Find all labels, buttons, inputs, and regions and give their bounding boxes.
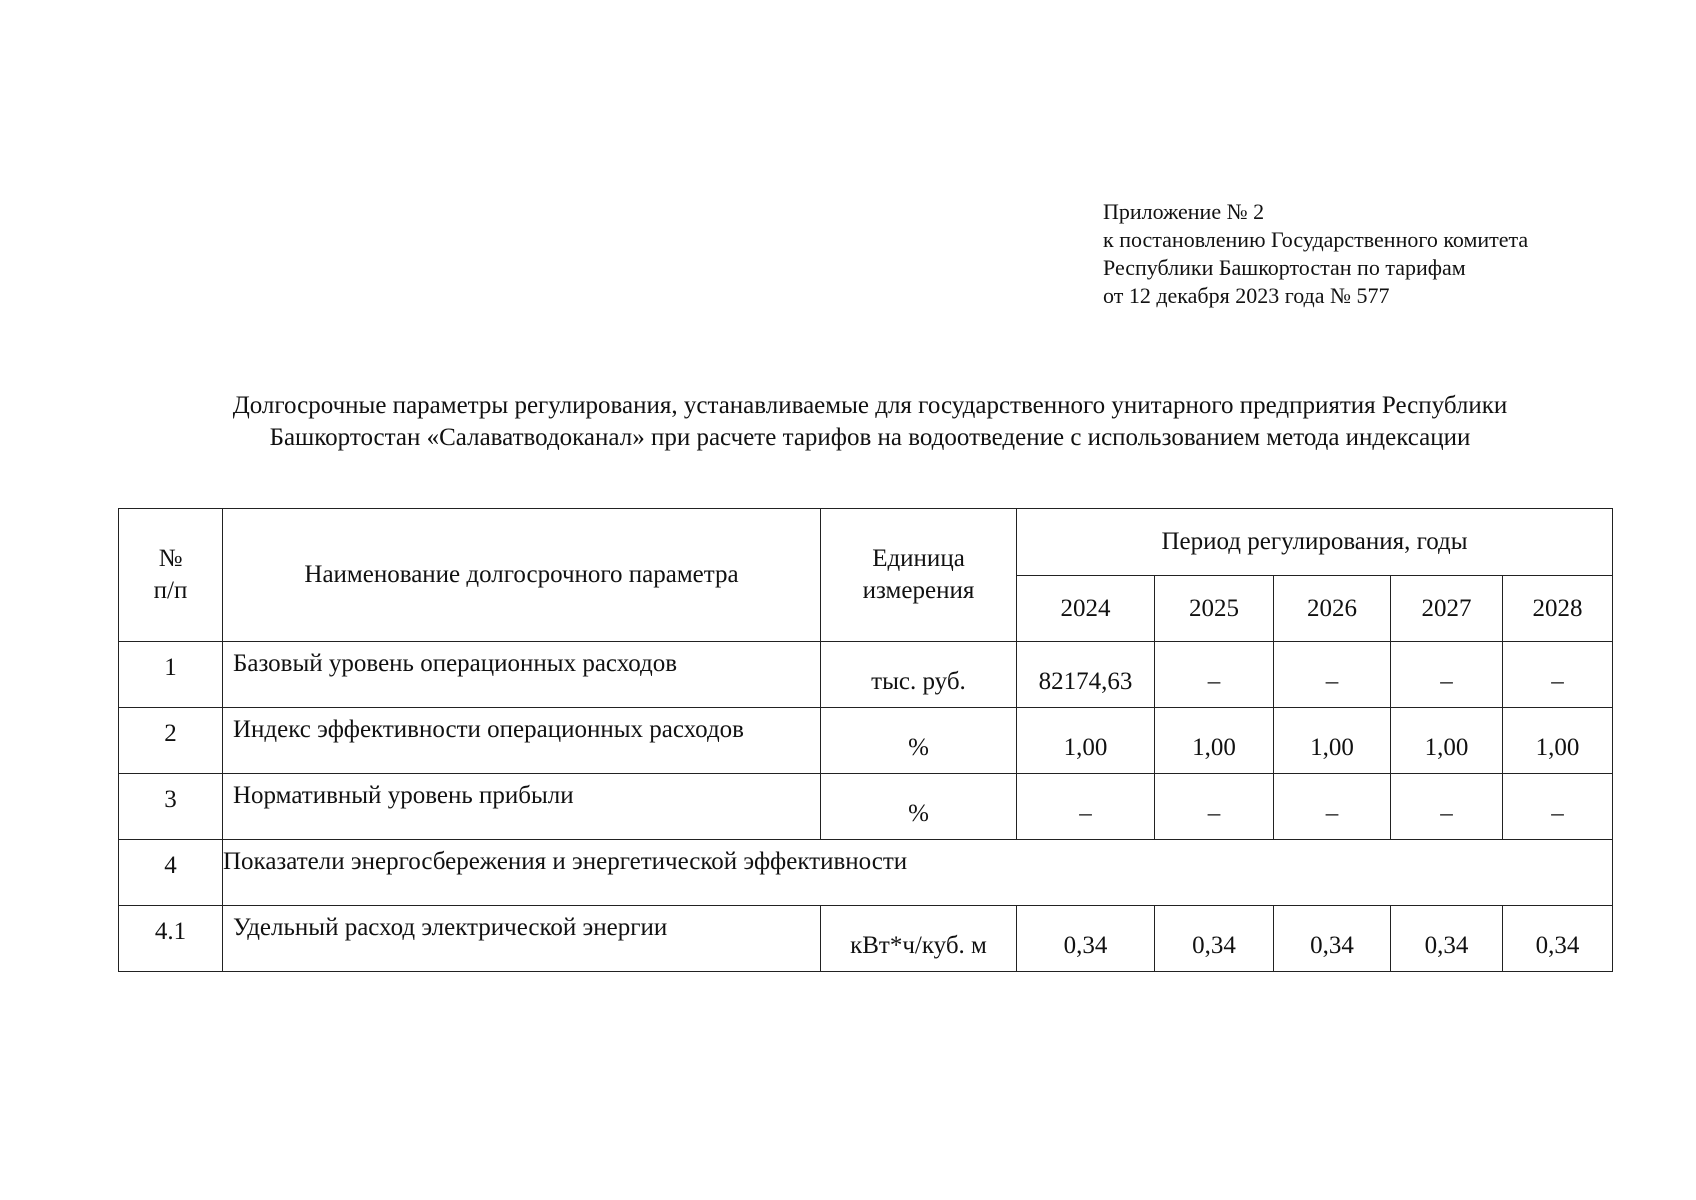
year-2026: 2026 — [1274, 576, 1391, 642]
row-value: 0,34 — [1391, 906, 1503, 972]
row-value: 0,34 — [1503, 906, 1613, 972]
table-row — [119, 774, 1613, 840]
appendix-line: Приложение № 2 — [1103, 199, 1265, 224]
header-no — [119, 509, 223, 642]
document-title — [120, 390, 1620, 454]
group-name: Показатели энергосбережения и энергетической эффективности — [223, 840, 1613, 906]
row-number: 3 — [119, 774, 223, 840]
row-value: 0,34 — [1155, 906, 1274, 972]
row-unit: % — [821, 708, 1017, 774]
parameters-table — [118, 508, 1613, 972]
header-no-line: п/п — [153, 577, 188, 604]
appendix-reference — [1103, 198, 1528, 310]
row-number: 4.1 — [119, 906, 223, 972]
year-2024: 2024 — [1017, 576, 1155, 642]
row-value: – — [1391, 774, 1503, 840]
title-line: Долгосрочные параметры регулирования, устанавливаемые для государственного унитарного предприятия Республики — [232, 392, 1508, 419]
row-name: Базовый уровень операционных расходов — [223, 642, 821, 708]
row-value: 1,00 — [1155, 708, 1274, 774]
row-number: 4 — [119, 840, 223, 906]
title-line: Башкортостан «Салаватводоканал» при расчете тарифов на водоотведение с использованием метода индексации — [269, 424, 1471, 451]
row-value: 1,00 — [1017, 708, 1155, 774]
row-value: – — [1503, 774, 1613, 840]
row-number: 2 — [119, 708, 223, 774]
row-name: Нормативный уровень прибыли — [223, 774, 821, 840]
table-row — [119, 642, 1613, 708]
header-unit-line: измерения — [862, 577, 975, 604]
row-number: 1 — [119, 642, 223, 708]
row-value: – — [1017, 774, 1155, 840]
row-unit: кВт*ч/куб. м — [821, 906, 1017, 972]
header-unit-line: Единица — [872, 545, 965, 572]
row-value: 0,34 — [1274, 906, 1391, 972]
row-value: – — [1274, 774, 1391, 840]
appendix-line: от 12 декабря 2023 года № 577 — [1103, 283, 1390, 308]
row-value: – — [1503, 642, 1613, 708]
row-unit: % — [821, 774, 1017, 840]
row-value: – — [1391, 642, 1503, 708]
appendix-line: Республики Башкортостан по тарифам — [1103, 255, 1466, 280]
row-value: 1,00 — [1503, 708, 1613, 774]
year-2025: 2025 — [1155, 576, 1274, 642]
row-value: – — [1155, 642, 1274, 708]
row-unit: тыс. руб. — [821, 642, 1017, 708]
table-row — [119, 906, 1613, 972]
year-2027: 2027 — [1391, 576, 1503, 642]
row-value: 0,34 — [1017, 906, 1155, 972]
header-unit — [821, 509, 1017, 642]
year-2028: 2028 — [1503, 576, 1613, 642]
header-no-line: № — [158, 545, 183, 572]
table-group-row — [119, 840, 1613, 906]
row-value: 1,00 — [1274, 708, 1391, 774]
row-value: – — [1155, 774, 1274, 840]
header-name: Наименование долгосрочного параметра — [223, 509, 821, 642]
appendix-line: к постановлению Государственного комитета — [1103, 227, 1529, 252]
row-name: Удельный расход электрической энергии — [223, 906, 821, 972]
row-value: 82174,63 — [1017, 642, 1155, 708]
row-name: Индекс эффективности операционных расходов — [223, 708, 821, 774]
row-value: – — [1274, 642, 1391, 708]
header-period: Период регулирования, годы — [1017, 509, 1613, 576]
header-row — [119, 509, 1613, 576]
row-value: 1,00 — [1391, 708, 1503, 774]
table-row — [119, 708, 1613, 774]
